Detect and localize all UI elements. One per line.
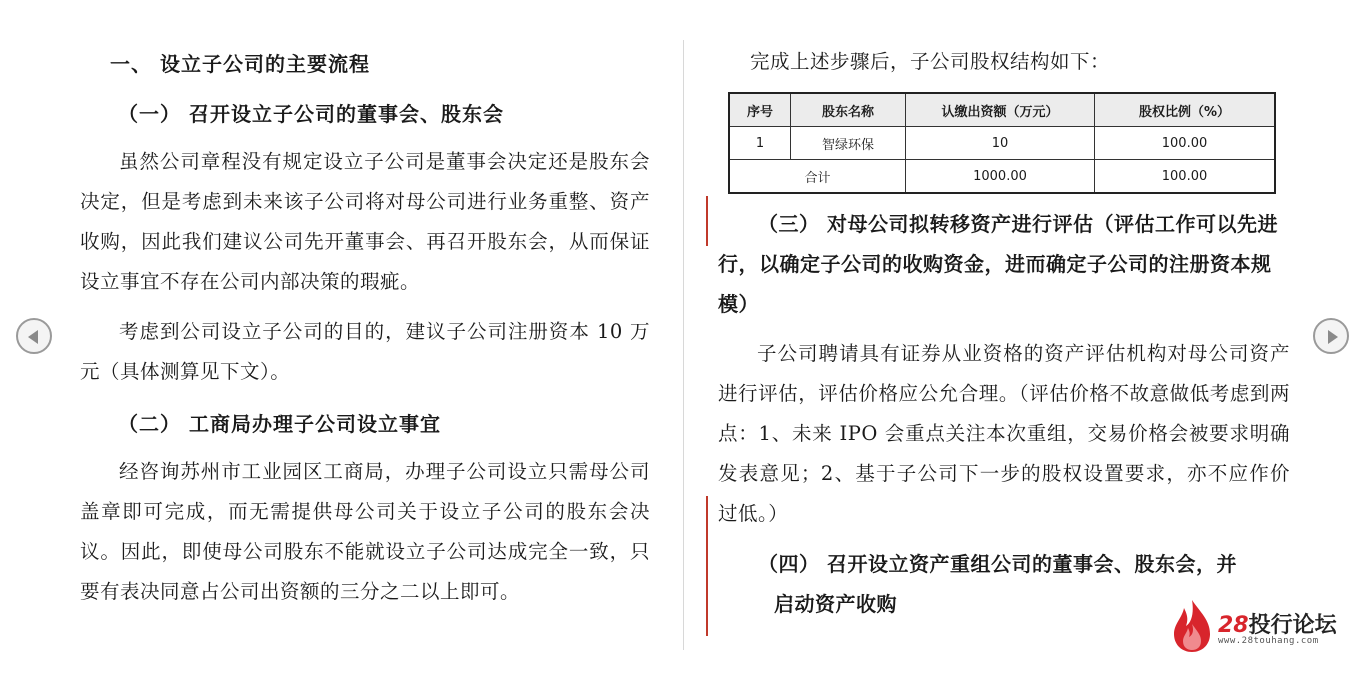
subsection-heading-4: （四） 召开设立资产重组公司的董事会、股东会，并	[758, 552, 1237, 576]
cell-total-ratio: 100.00	[1095, 160, 1276, 194]
logo-url: www.28touhang.com	[1218, 636, 1319, 646]
margin-change-mark	[706, 196, 708, 246]
subsection-heading-2: （二） 工商局办理子公司设立事宜	[118, 412, 441, 436]
section-heading-main: 一、 设立子公司的主要流程	[110, 52, 370, 76]
left-page	[80, 0, 650, 674]
cell-no: 1	[729, 127, 791, 160]
arrow-right-icon	[1328, 330, 1338, 344]
cell-total-amount: 1000.00	[906, 160, 1095, 194]
paragraph-board-meeting: 虽然公司章程没有规定设立子公司是董事会决定还是股东会决定，但是考虑到未来该子公司将对母公司进行业务重整、资产收购，因此我们建议公司先开董事会、再召开股东会，从而保证设立事宜不存在公司内部决策的瑕疵。	[80, 150, 650, 293]
table-row	[729, 127, 1275, 160]
cell-shareholder: 智绿环保	[791, 127, 906, 160]
subsection-heading-4-cont: 启动资产收购	[774, 592, 897, 616]
cell-ratio: 100.00	[1095, 127, 1276, 160]
table-total-row	[729, 160, 1275, 194]
logo-brand: 28投行论坛	[1218, 613, 1337, 638]
page-divider	[683, 40, 684, 650]
cell-amount: 10	[906, 127, 1095, 160]
margin-change-mark	[706, 496, 708, 636]
arrow-left-icon	[28, 330, 38, 344]
paragraph-asset-valuation: 子公司聘请具有证券从业资格的资产评估机构对母公司资产进行评估，评估价格应公允合理。（评估价格不故意做低考虑到两点：1、未来 IPO 会重点关注本次重组，交易价格会被要求明确发表意见；2、基于子公司下一步的股权设置要求，亦不应作价过低。）	[718, 342, 1290, 525]
column-header: 序号	[729, 93, 791, 127]
paragraph-registered-capital: 考虑到公司设立子公司的目的，建议子公司注册资本 10 万元（具体测算见下文）。	[80, 320, 650, 383]
subsection-heading-3: （三） 对母公司拟转移资产进行评估（评估工作可以先进行，以确定子公司的收购资金，进而确定子公司的注册资本规模）	[718, 212, 1278, 316]
right-page	[718, 0, 1290, 674]
forum-logo	[1170, 598, 1350, 654]
table-header-row	[729, 93, 1275, 127]
column-header: 股东名称	[791, 93, 906, 127]
paragraph-business-registration: 经咨询苏州市工业园区工商局，办理子公司设立只需母公司盖章即可完成，而无需提供母公司关于设立子公司的股东会决议。因此，即使母公司股东不能就设立子公司达成完全一致，只要有表决同意占公司出资额的三分之二以上即可。	[80, 460, 650, 603]
column-header: 股权比例（%）	[1095, 93, 1276, 127]
equity-structure-table	[728, 92, 1276, 194]
next-page-button[interactable]	[1313, 318, 1349, 354]
cell-total-label: 合计	[729, 160, 906, 194]
table-intro: 完成上述步骤后，子公司股权结构如下：	[750, 50, 1111, 73]
prev-page-button[interactable]	[16, 318, 52, 354]
flame-icon	[1170, 598, 1214, 654]
column-header: 认缴出资额（万元）	[906, 93, 1095, 127]
subsection-heading-1: （一） 召开设立子公司的董事会、股东会	[118, 102, 504, 126]
